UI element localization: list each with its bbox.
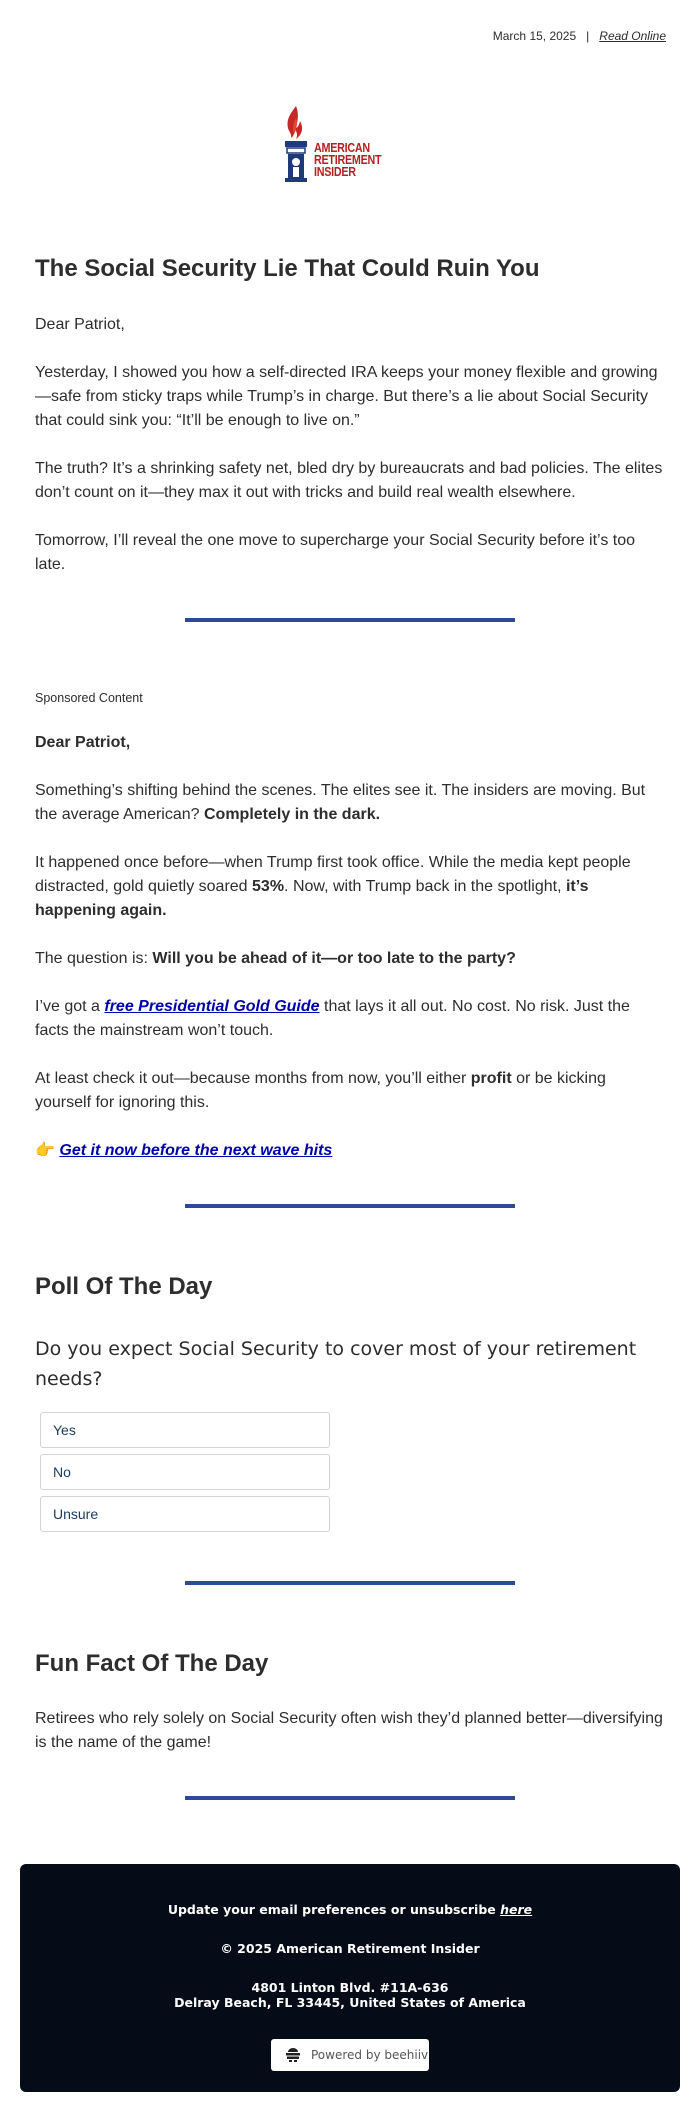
logo-text — [314, 142, 405, 178]
article-paragraph-3-block — [35, 529, 665, 577]
poll-option-no[interactable]: No — [40, 1454, 330, 1490]
sponsored-paragraph-3-block — [35, 947, 665, 971]
sponsored-label: Sponsored Content — [35, 691, 143, 705]
article-greeting-block — [35, 313, 665, 337]
sponsored-p1-text: Something’s shifting behind the scenes. The elites see it. The insiders are moving. But the average American? — [35, 782, 646, 823]
divider — [185, 1204, 515, 1208]
sponsored-paragraph-2-block — [35, 851, 665, 923]
header-bar — [493, 29, 666, 43]
sponsored-p3-bold: Will you be ahead of it—or too late to the party? — [152, 950, 516, 967]
poll-heading: Poll Of The Day — [35, 1273, 213, 1300]
divider — [185, 1581, 515, 1585]
sponsored-p4-end: that lays it all out. No cost. No risk. Just the facts the mainstream won’t touch. — [35, 998, 630, 1039]
sponsored-p4-text: I’ve got a — [35, 998, 105, 1015]
footer — [20, 1864, 680, 2092]
sponsored-greeting: Dear Patriot, — [35, 734, 131, 751]
sponsored-p2-text: It happened once before—when Trump first took office. While the media kept people distracted, gold quietly soared — [35, 854, 631, 895]
article-title: The Social Security Lie That Could Ruin You — [35, 255, 540, 282]
read-online-link[interactable]: Read Online — [599, 29, 666, 43]
funfact-heading-block — [35, 1650, 665, 1678]
poll-option-unsure[interactable]: Unsure — [40, 1496, 330, 1532]
article-title-block — [35, 255, 665, 283]
powered-by-beehiiv-button[interactable] — [271, 2039, 429, 2071]
poll-option-yes[interactable]: Yes — [40, 1412, 330, 1448]
logo[interactable] — [280, 104, 420, 188]
preferences-text: Update your email preferences or unsubscribe — [167, 1902, 501, 1917]
sponsored-p3-text: The question is: — [35, 950, 153, 967]
date: March 15, 2025 — [492, 29, 577, 43]
powered-by-label: Powered by beehiiv — [311, 2048, 429, 2062]
sponsored-label-block — [35, 686, 665, 710]
sponsored-paragraph-5 — [35, 1067, 665, 1115]
sponsored-paragraph-4 — [35, 995, 665, 1043]
sponsored-paragraph-1 — [35, 779, 665, 827]
preferences-line — [20, 1902, 680, 1917]
article-paragraph-2: The truth? It’s a shrinking safety net, bled dry by bureaucrats and bad policies. The elites don’t count on it—they max it out with tricks and build real wealth elsewhere. — [35, 460, 663, 501]
separator: | — [586, 29, 590, 43]
sponsored-paragraph-2 — [35, 851, 665, 923]
divider — [185, 1796, 515, 1800]
sponsored-paragraph-4-block — [35, 995, 665, 1043]
address-line-2: Delray Beach, FL 33445, United States of America — [174, 1995, 526, 2010]
sponsored-p2-mid: . Now, with Trump back in the spotlight, — [284, 878, 566, 895]
sponsored-p5-end: or be kicking yourself for ignoring this. — [35, 1070, 606, 1111]
cta-link[interactable]: Get it now before the next wave hits — [59, 1142, 333, 1159]
article-greeting: Dear Patriot, — [35, 316, 125, 333]
torch-icon — [280, 104, 312, 188]
logo-line-2: RETIREMENT INSIDER — [314, 153, 382, 179]
article-paragraph-3: Tomorrow, I’ll reveal the one move to supercharge your Social Security before it’s too late. — [35, 532, 635, 573]
sponsored-greeting-block — [35, 731, 665, 755]
poll-question-block — [35, 1334, 665, 1394]
pointing-hand-icon: 👉 — [35, 1142, 55, 1159]
sponsored-p5-text: At least check it out—because months from now, you’ll either — [35, 1070, 471, 1087]
address-line-1: 4801 Linton Blvd. #11A-636 — [251, 1980, 449, 1995]
divider — [185, 618, 515, 622]
funfact-text-block — [35, 1707, 665, 1755]
funfact-heading: Fun Fact Of The Day — [35, 1650, 269, 1677]
copyright: © 2025 American Retirement Insider — [220, 1941, 480, 1956]
cta-block — [35, 1139, 665, 1163]
sponsored-p2-percent: 53% — [252, 878, 285, 895]
cta-line — [35, 1139, 665, 1163]
poll-heading-block — [35, 1273, 665, 1301]
sponsored-paragraph-5-block — [35, 1067, 665, 1115]
sponsored-paragraph-3 — [35, 947, 665, 971]
poll-question: Do you expect Social Security to cover most of your retirement needs? — [35, 1338, 637, 1390]
sponsored-paragraph-1-block — [35, 779, 665, 827]
funfact-text: Retirees who rely solely on Social Security often wish they’d planned better—diversifying is the name of the game! — [35, 1710, 663, 1751]
unsubscribe-link[interactable]: here — [500, 1902, 533, 1917]
article-paragraph-1-block — [35, 361, 665, 433]
logo-line-1: AMERICAN — [314, 141, 370, 155]
beehiiv-icon — [285, 2048, 301, 2062]
article-paragraph-2-block — [35, 457, 665, 505]
gold-guide-link[interactable]: free Presidential Gold Guide — [104, 998, 320, 1015]
sponsored-p2-bold: it’s happening again. — [35, 878, 589, 919]
article-paragraph-1: Yesterday, I showed you how a self-directed IRA keeps your money flexible and growing—safe from sticky traps while Trump’s in charge. But there’s a lie about Social Security that could sink you: “It’ll be enough to live on.” — [35, 364, 658, 429]
sponsored-p5-bold: profit — [470, 1070, 512, 1087]
sponsored-p1-bold: Completely in the dark. — [204, 806, 381, 823]
